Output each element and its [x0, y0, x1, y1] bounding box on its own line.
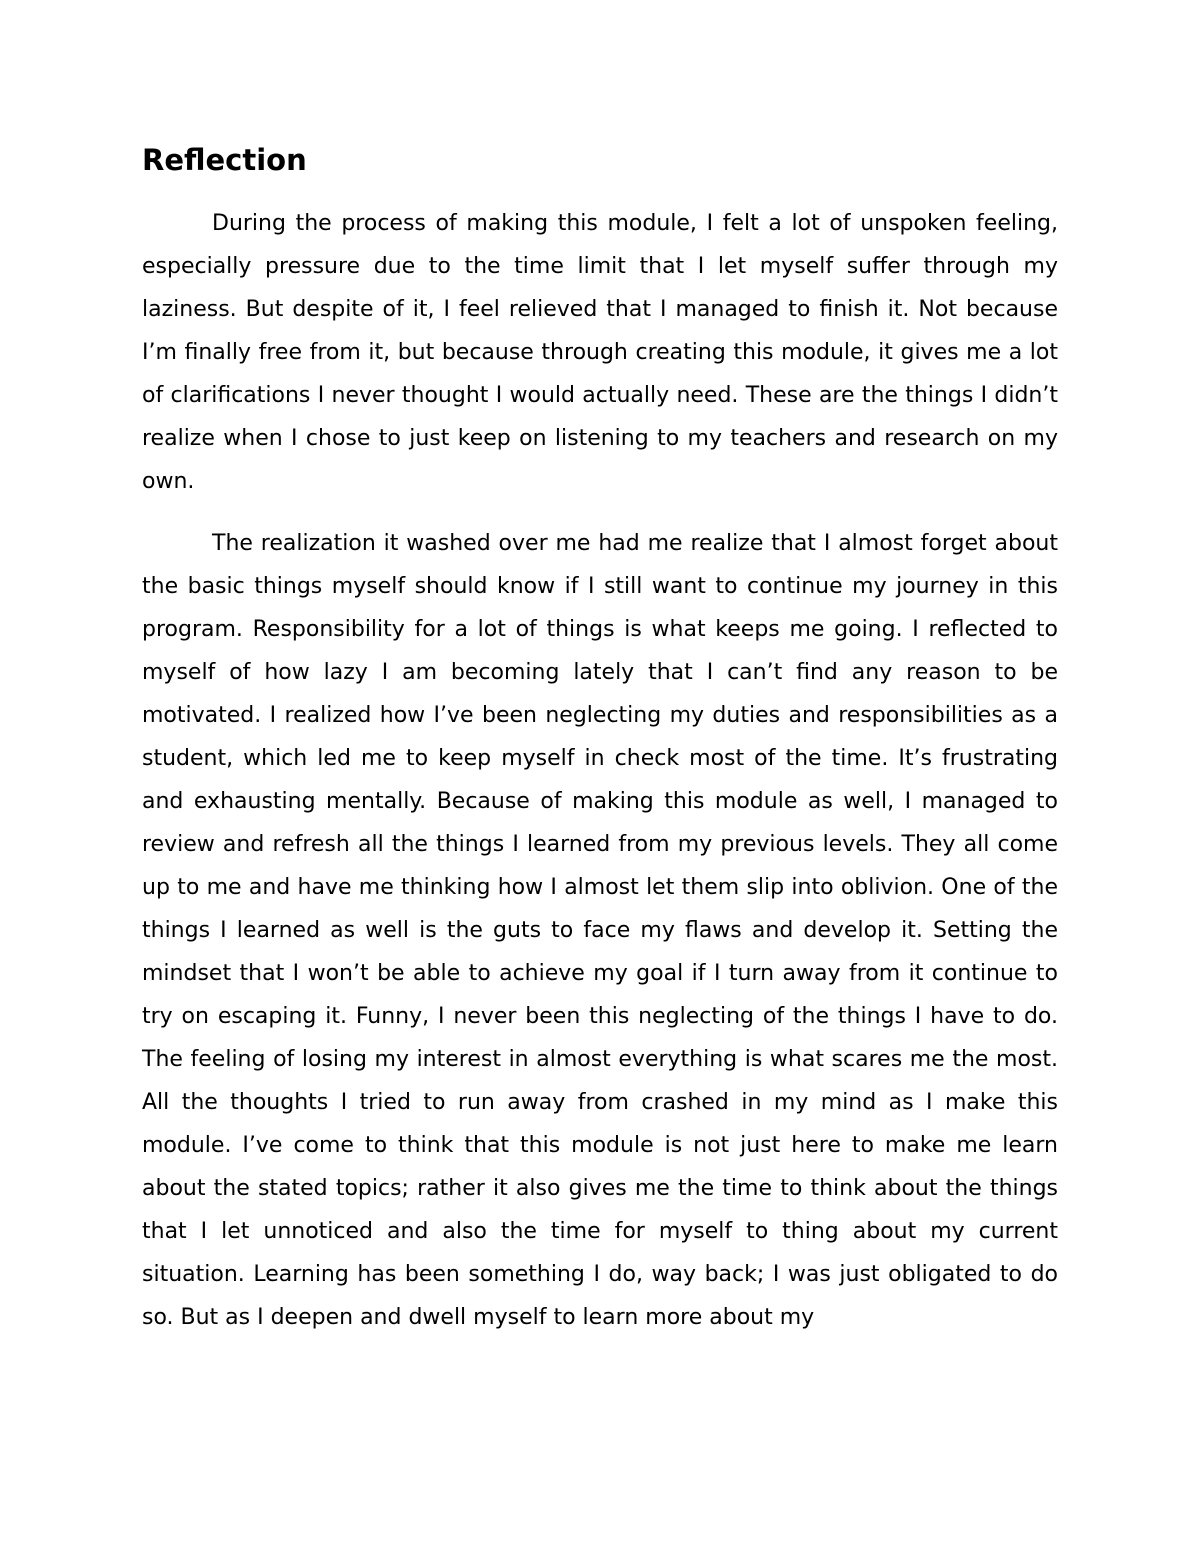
document-title: Reflection	[142, 143, 307, 177]
paragraph-1: During the process of making this module, I felt a lot of unspoken feeling, especially pressure due to the time limit that I let myself suffer through my laziness. But despite of it, I feel relieved that I managed to finish it. Not because I’m finally free from it, but because through creating this module, it gives me a lot of clarifications I never thought I would actually need. These are the things I didn’t realize when I chose to just keep on listening to my teachers and research on my own.	[142, 211, 1058, 494]
paragraph-2: The realization it washed over me had me realize that I almost forget about the basic things myself should know if I still want to continue my journey in this program. Responsibility for a lot of things is what keeps me going. I reflected to myself of how lazy I am becoming lately that I can’t find any reason to be motivated. I realized how I’ve been neglecting my duties and responsibilities as a student, which led me to keep myself in check most of the time. It’s frustrating and exhausting mentally. Because of making this module as well, I managed to review and refresh all the things I learned from my previous levels. They all come up to me and have me thinking how I almost let them slip into oblivion. One of the things I learned as well is the guts to face my flaws and develop it. Setting the mindset that I won’t be able to achieve my goal if I turn away from it continue to try on escaping it. Funny, I never been this neglecting of the things I have to do. The feeling of losing my interest in almost everything is what scares me the most. All the thoughts I tried to run away from crashed in my mind as I make this module. I’ve come to think that this module is not just here to make me learn about the stated topics; rather it also gives me the time to think about the things that I let unnoticed and also the time for myself to thing about my current situation. Learning has been something I do, way back; I was just obligated to do so. But as I deepen and dwell myself to learn more about my	[142, 531, 1058, 1330]
document-body	[142, 140, 1058, 1358]
